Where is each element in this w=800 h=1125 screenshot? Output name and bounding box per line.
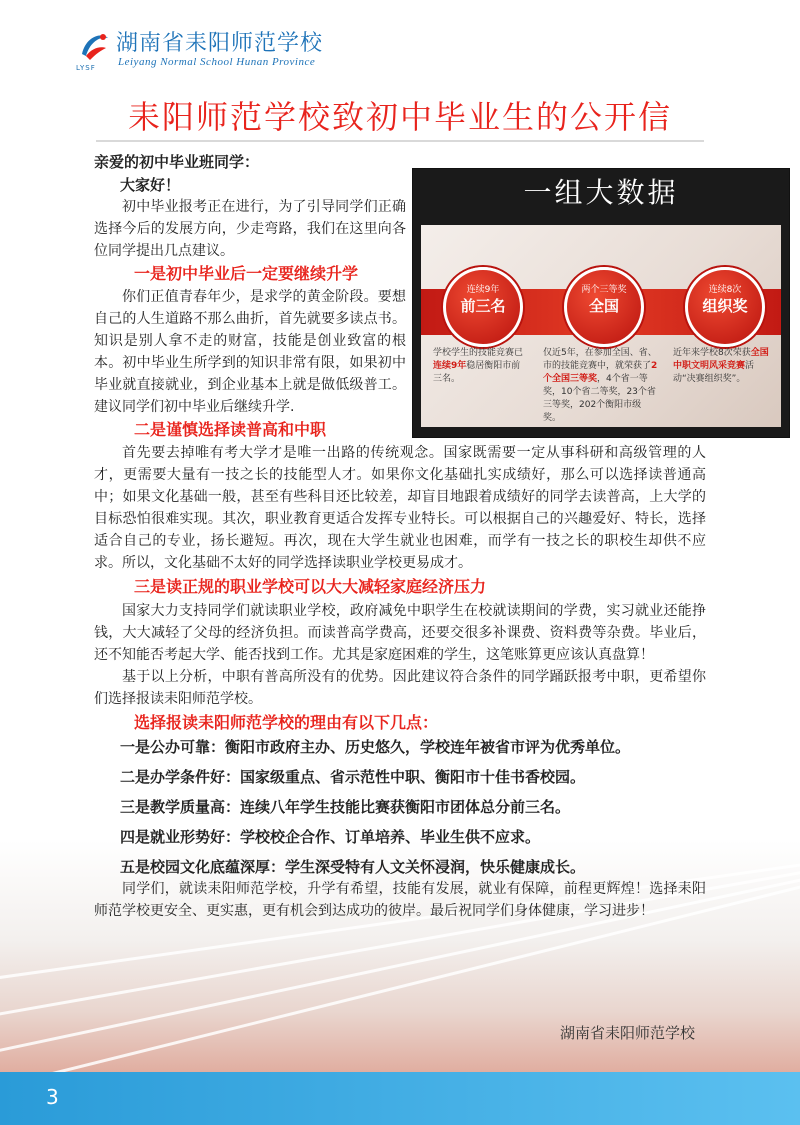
reason-item: 五是校园文化底蕴深厚：学生深受特有人文关怀浸润，快乐健康成长。	[120, 858, 586, 876]
section2-paragraph: 首先要去掉唯有考大学才是唯一出路的传统观念。国家既需要一定从事科研和高级管理的人才，更需要大量有一技之长的技能型人才。如果你文化基础扎实成绩好，那么可以选择读普通高中；如果文化基础一般，甚至有些科目还比较差，却盲目地跟着成绩好的同学去读普高，上大学的目标恐怕很难实现。其次，职业教育更适合发挥专业特长。可以根据自己的兴趣爱好、特长，选择适合自己的专业，扬长避短。再次，现在大学生就业也困难，而学有一技之长的职校生却供不应求。所以，文化基础不太好的同学选择读职业学校更易成才。	[94, 445, 706, 571]
reason-item: 四是就业形势好：学校校企合作、订单培养、毕业生供不应求。	[120, 828, 541, 846]
page-number: 3	[46, 1085, 59, 1109]
big-data-title: 一组大数据	[523, 176, 679, 209]
school-logo-icon	[76, 28, 112, 64]
school-name: 湖南省耒阳师范学校	[116, 31, 324, 56]
reason-item: 一是公办可靠：衡阳市政府主办、历史悠久，学校连年被省市评为优秀单位。	[120, 738, 631, 756]
section2-heading: 二是谨慎选择读普高和中职	[134, 420, 327, 439]
reason-item: 二是办学条件好：国家级重点、省示范性中职、衡阳市十佳书香校园。	[120, 768, 586, 786]
badge-small-text: 连续9年	[466, 285, 500, 295]
badge-small-text: 两个三等奖	[581, 285, 627, 295]
closing-paragraph: 同学们，就读耒阳师范学校，升学有希望，技能有发展，就业有保障，前程更辉煌！选择耒阳师范学校更安全、更实惠，更有机会到达成功的彼岸。最后祝同学们身体健康，学习进步！	[94, 881, 706, 919]
section1-paragraph: 你们正值青春年少，是求学的黄金阶段。要想自己的人生道路不那么曲折，首先就要多读点书。知识是别人拿不走的财富，技能是创业致富的根本。初中毕业生所学到的知识非常有限，如果初中毕业就直接就业，到企业基本上就是做低级普工。建议同学们初中毕业后继续升学.	[94, 289, 406, 415]
school-header	[76, 26, 396, 76]
page-title: 耒阳师范学校致初中毕业生的公开信	[127, 98, 672, 136]
intro-paragraph: 初中毕业报考正在进行，为了引导同学们正确选择今后的发展方向，少走弯路，我们在这里向各位同学提出几点建议。	[94, 199, 406, 259]
logo-abbrev: LYSF	[76, 64, 96, 72]
signature: 湖南省耒阳师范学校	[560, 1024, 696, 1042]
badge-large-text: 全国	[588, 297, 619, 315]
section3-paragraph: 国家大力支持同学们就读职业学校，政府减免中职学生在校就读期间的学费，实习就业还能挣钱，大大减轻了父母的经济负担。而读普高学费高，还要交很多补课费、资料费等杂费。毕业后，还不知能否考起大学、能否找到工作。尤其是家庭困难的学生，这笔账算更应该认真盘算！	[94, 603, 706, 663]
title-divider	[96, 140, 704, 142]
badge-large-text: 前三名	[460, 297, 506, 315]
footer-bar	[0, 1072, 800, 1125]
badge-large-text: 组织奖	[702, 297, 748, 315]
badge-small-text: 连续8次	[708, 285, 742, 295]
greeting: 亲爱的初中毕业班同学：	[94, 153, 260, 171]
section1-heading: 一是初中毕业后一定要继续升学	[134, 264, 359, 283]
section3-paragraph-2: 基于以上分析，中职有普高所没有的优势。因此建议符合条件的同学踊跃报考中职，更希望你们选择报读耒阳师范学校。	[94, 669, 706, 707]
section3-heading: 三是读正规的职业学校可以大大减轻家庭经济压力	[134, 577, 487, 596]
reason-item: 三是教学质量高：连续八年学生技能比赛获衡阳市团体总分前三名。	[120, 798, 571, 816]
letter-body	[94, 150, 706, 922]
hello: 大家好！	[120, 176, 181, 194]
caption-awards: 仅近5年，在参加全国、省、市的技能竞赛中，就荣获了2个全国三等奖，4个省一等奖，10个省二等奖，23个省三等奖，202个衡阳市级奖。	[543, 348, 658, 423]
caption-skills: 学校学生的技能竞赛已连续9年稳居衡阳市前三名。	[433, 348, 524, 384]
school-name-en: Leiyang Normal School Hunan Province	[118, 56, 316, 68]
reasons-heading: 选择报读耒阳师范学校的理由有以下几点：	[134, 713, 439, 732]
caption-organization: 近年来学校8次荣获全国中职文明风采竞赛活动“决赛组织奖”。	[673, 348, 769, 384]
